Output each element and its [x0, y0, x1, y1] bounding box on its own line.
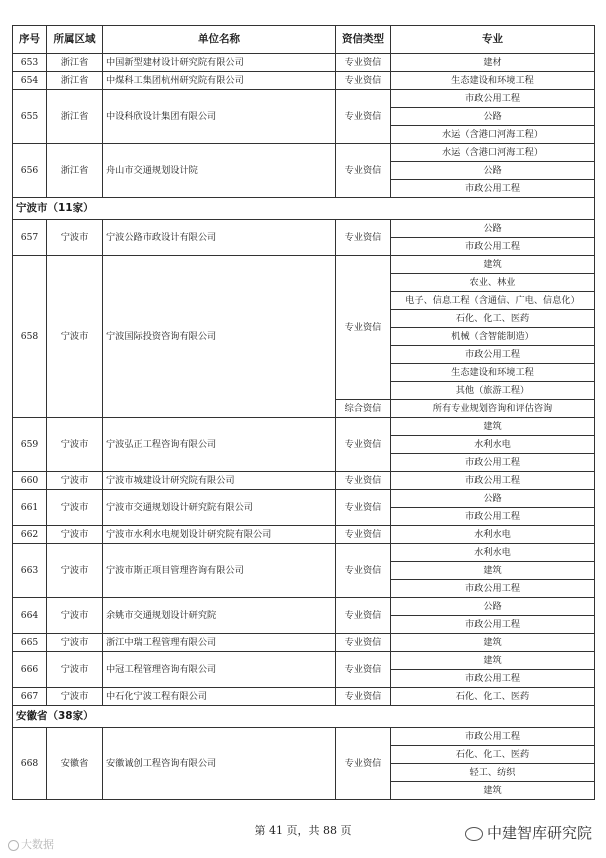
- cell-specialty: 水运（含港口河海工程）: [391, 144, 595, 162]
- cell-region: 宁波市: [47, 490, 103, 526]
- cell-no: 663: [13, 544, 47, 598]
- cell-region: 宁波市: [47, 526, 103, 544]
- table-row: [13, 472, 595, 490]
- group-row: [13, 706, 595, 728]
- header-no: 序号: [13, 26, 47, 54]
- cell-specialty: 市政公用工程: [391, 580, 595, 598]
- cell-specialty: 建筑: [391, 562, 595, 580]
- cell-specialty: 市政公用工程: [391, 508, 595, 526]
- table-row: [13, 544, 595, 562]
- cell-qual-type: 综合资信: [336, 400, 391, 418]
- table-row: [13, 256, 595, 274]
- cell-name: 宁波公路市政设计有限公司: [103, 220, 336, 256]
- cell-no: 653: [13, 54, 47, 72]
- cell-name: 宁波市斯正项目管理咨询有限公司: [103, 544, 336, 598]
- cell-specialty: 公路: [391, 108, 595, 126]
- cell-specialty: 所有专业规划咨询和评估咨询: [391, 400, 595, 418]
- cell-qual-type: 专业资信: [336, 634, 391, 652]
- watermark-right: [465, 822, 592, 843]
- group-row: [13, 198, 595, 220]
- cell-specialty: 水利水电: [391, 544, 595, 562]
- table-row: [13, 72, 595, 90]
- table-row: [13, 688, 595, 706]
- cell-specialty: 市政公用工程: [391, 472, 595, 490]
- cell-no: 657: [13, 220, 47, 256]
- cell-specialty: 水运（含港口河海工程）: [391, 126, 595, 144]
- cell-region: 宁波市: [47, 688, 103, 706]
- cell-specialty: 建筑: [391, 256, 595, 274]
- cell-specialty: 水利水电: [391, 526, 595, 544]
- cell-name: 宁波国际投资咨询有限公司: [103, 256, 336, 418]
- cell-specialty: 水利水电: [391, 436, 595, 454]
- cell-name: 浙江中瑞工程管理有限公司: [103, 634, 336, 652]
- table-row: [13, 418, 595, 436]
- group-label: 安徽省（38家）: [13, 706, 595, 728]
- cell-specialty: 市政公用工程: [391, 616, 595, 634]
- cell-qual-type: 专业资信: [336, 652, 391, 688]
- cell-qual-type: 专业资信: [336, 144, 391, 198]
- cell-region: 宁波市: [47, 472, 103, 490]
- cell-specialty: 市政公用工程: [391, 670, 595, 688]
- header-qual-type: 资信类型: [336, 26, 391, 54]
- cell-no: 666: [13, 652, 47, 688]
- watermark-right-text: 中建智库研究院: [486, 824, 592, 842]
- cell-qual-type: 专业资信: [336, 90, 391, 144]
- table-row: [13, 526, 595, 544]
- cell-no: 655: [13, 90, 47, 144]
- cell-qual-type: 专业资信: [336, 490, 391, 526]
- cell-qual-type: 专业资信: [336, 472, 391, 490]
- cell-specialty: 建筑: [391, 652, 595, 670]
- cell-qual-type: 专业资信: [336, 688, 391, 706]
- cell-region: 浙江省: [47, 144, 103, 198]
- cell-specialty: 公路: [391, 220, 595, 238]
- cell-name: 宁波市交通规划设计研究院有限公司: [103, 490, 336, 526]
- header-name: 单位名称: [103, 26, 336, 54]
- table-row: [13, 54, 595, 72]
- cell-specialty: 石化、化工、医药: [391, 746, 595, 764]
- table-row: [13, 652, 595, 670]
- table-row: [13, 598, 595, 616]
- cell-specialty: 建筑: [391, 634, 595, 652]
- cell-name: 中煤科工集团杭州研究院有限公司: [103, 72, 336, 90]
- watermark-ring-icon: [8, 840, 19, 851]
- table-row: [13, 90, 595, 108]
- cell-specialty: 建筑: [391, 418, 595, 436]
- cell-no: 665: [13, 634, 47, 652]
- cell-specialty: 市政公用工程: [391, 238, 595, 256]
- cell-region: 宁波市: [47, 256, 103, 418]
- cell-specialty: 市政公用工程: [391, 90, 595, 108]
- group-label: 宁波市（11家）: [13, 198, 595, 220]
- cell-region: 浙江省: [47, 72, 103, 90]
- cell-specialty: 公路: [391, 598, 595, 616]
- cell-qual-type: 专业资信: [336, 544, 391, 598]
- qualification-table-container: [12, 25, 594, 800]
- cell-region: 宁波市: [47, 220, 103, 256]
- table-row: [13, 144, 595, 162]
- cell-qual-type: 专业资信: [336, 256, 391, 400]
- cell-name: 中冠工程管理咨询有限公司: [103, 652, 336, 688]
- cell-region: 宁波市: [47, 418, 103, 472]
- cell-specialty: 机械（含智能制造）: [391, 328, 595, 346]
- cell-qual-type: 专业资信: [336, 728, 391, 800]
- cell-specialty: 公路: [391, 162, 595, 180]
- table-row: [13, 728, 595, 746]
- table-row: [13, 490, 595, 508]
- cell-no: 667: [13, 688, 47, 706]
- cell-name: 宁波市水利水电规划设计研究院有限公司: [103, 526, 336, 544]
- cell-specialty: 市政公用工程: [391, 180, 595, 198]
- table-row: [13, 634, 595, 652]
- cell-name: 舟山市交通规划设计院: [103, 144, 336, 198]
- cell-qual-type: 专业资信: [336, 72, 391, 90]
- cell-region: 安徽省: [47, 728, 103, 800]
- cell-specialty: 市政公用工程: [391, 454, 595, 472]
- header-region: 所属区域: [47, 26, 103, 54]
- cell-specialty: 建材: [391, 54, 595, 72]
- watermark-left: [8, 836, 54, 852]
- wechat-icon: [465, 827, 483, 841]
- cell-specialty: 电子、信息工程（含通信、广电、信息化）: [391, 292, 595, 310]
- cell-qual-type: 专业资信: [336, 220, 391, 256]
- table-body: [13, 54, 595, 800]
- cell-no: 662: [13, 526, 47, 544]
- cell-region: 宁波市: [47, 544, 103, 598]
- cell-specialty: 生态建设和环境工程: [391, 72, 595, 90]
- cell-name: 中设科欣设计集团有限公司: [103, 90, 336, 144]
- cell-specialty: 轻工、纺织: [391, 764, 595, 782]
- cell-no: 668: [13, 728, 47, 800]
- cell-region: 宁波市: [47, 652, 103, 688]
- cell-name: 宁波弘正工程咨询有限公司: [103, 418, 336, 472]
- cell-specialty: 石化、化工、医药: [391, 688, 595, 706]
- cell-no: 654: [13, 72, 47, 90]
- header-specialty: 专业: [391, 26, 595, 54]
- cell-no: 660: [13, 472, 47, 490]
- page-number: 第 41 页，共 88 页: [254, 824, 352, 837]
- cell-qual-type: 专业资信: [336, 54, 391, 72]
- cell-qual-type: 专业资信: [336, 418, 391, 472]
- cell-region: 浙江省: [47, 54, 103, 72]
- cell-region: 宁波市: [47, 634, 103, 652]
- cell-no: 659: [13, 418, 47, 472]
- cell-specialty: 市政公用工程: [391, 346, 595, 364]
- cell-specialty: 建筑: [391, 782, 595, 800]
- cell-name: 安徽诚创工程咨询有限公司: [103, 728, 336, 800]
- watermark-left-text: 大数据: [21, 838, 54, 851]
- cell-specialty: 石化、化工、医药: [391, 310, 595, 328]
- cell-specialty: 生态建设和环境工程: [391, 364, 595, 382]
- cell-specialty: 公路: [391, 490, 595, 508]
- cell-name: 中石化宁波工程有限公司: [103, 688, 336, 706]
- cell-no: 656: [13, 144, 47, 198]
- cell-specialty: 市政公用工程: [391, 728, 595, 746]
- cell-name: 余姚市交通规划设计研究院: [103, 598, 336, 634]
- cell-region: 浙江省: [47, 90, 103, 144]
- cell-specialty: 其他（旅游工程）: [391, 382, 595, 400]
- cell-qual-type: 专业资信: [336, 526, 391, 544]
- cell-no: 664: [13, 598, 47, 634]
- table-row: [13, 220, 595, 238]
- table-header-row: [13, 26, 595, 54]
- cell-name: 中国新型建材设计研究院有限公司: [103, 54, 336, 72]
- cell-name: 宁波市城建设计研究院有限公司: [103, 472, 336, 490]
- cell-region: 宁波市: [47, 598, 103, 634]
- cell-qual-type: 专业资信: [336, 598, 391, 634]
- cell-no: 658: [13, 256, 47, 418]
- qualification-table: [12, 25, 595, 800]
- cell-specialty: 农业、林业: [391, 274, 595, 292]
- cell-no: 661: [13, 490, 47, 526]
